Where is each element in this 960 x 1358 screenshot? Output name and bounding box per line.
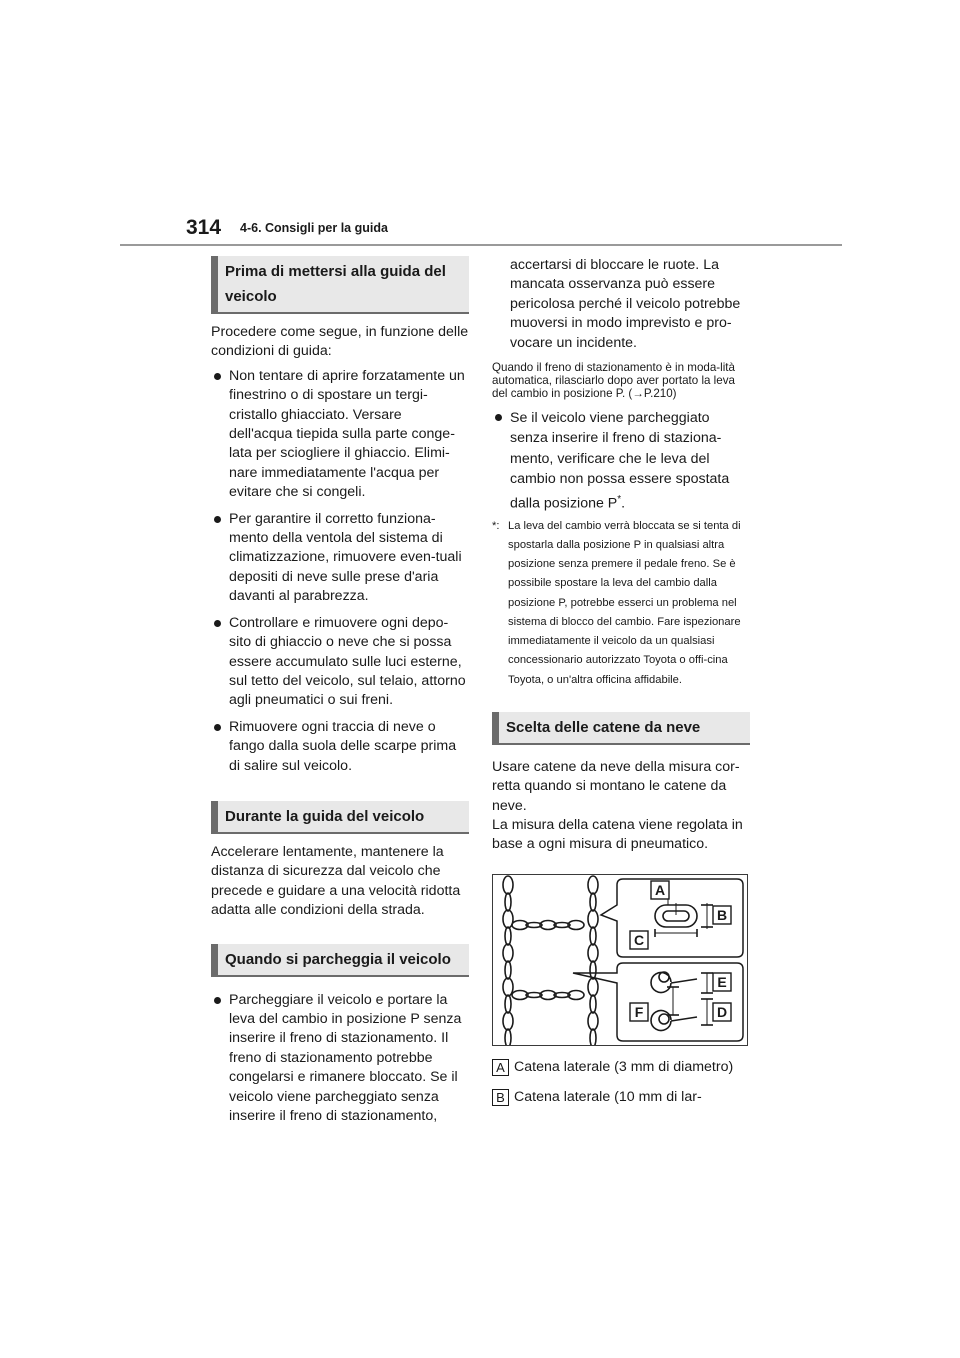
legend-key: B	[492, 1089, 509, 1106]
bullet-text: Se il veicolo viene parcheggiato senza inserire il freno di staziona-mento, verificare che le leva del cambio non possa essere spostata dalla posizione P	[510, 409, 730, 512]
right-vertical-chain	[588, 876, 598, 1045]
snow-chain-illustration	[493, 875, 747, 1045]
label-a: A	[654, 881, 666, 898]
figure-legend	[492, 1058, 750, 1108]
section-heading-parking: Quando si parcheggia il veicolo	[211, 944, 469, 977]
section-text: Usare catene da neve della misura cor-retta quando si montano le catene da neve.	[492, 758, 740, 814]
list-item: Per garantire il corretto funziona-mento della ventola del sistema di climatizzazione, rimuovere even-tuali depositi di neve sulle prese d'aria davanti al parabrezza.	[211, 510, 469, 607]
section-text: Accelerare lentamente, mantenere la distanza di sicurezza dal veicolo che precede e guidare a una velocità ridotta adatta alle condizioni della strada.	[211, 843, 461, 919]
section-text: La misura della catena viene regolata in base a ogni misura di pneumatico.	[492, 816, 743, 853]
list-item: Controllare e rimuovere ogni depo-sito di ghiaccio o neve che si possa essere accumulato sulle luci esterne, sul tetto del veicolo, sul telaio, attorno agli pneumatici o sui freni.	[211, 614, 469, 711]
section-intro: Procedere come segue, in funzione delle condizioni di guida:	[211, 324, 469, 360]
label-f: F	[634, 1003, 644, 1020]
bullet-end: .	[621, 495, 626, 512]
section-heading-while-driving: Durante la guida del veicolo	[211, 801, 469, 834]
label-c: C	[633, 931, 645, 948]
label-b: B	[716, 906, 728, 923]
legend-text: Catena laterale (3 mm di diametro)	[514, 1058, 734, 1075]
legend-item	[492, 1088, 750, 1107]
chapter-title: 4-6. Consigli per la guida	[240, 221, 388, 235]
left-column	[211, 256, 469, 1126]
legend-text: Catena laterale (10 mm di lar-	[514, 1089, 702, 1106]
footnote-ref: *	[617, 493, 622, 505]
legend-item	[492, 1058, 750, 1077]
list-item: Parcheggiare il veicolo e portare la leva del cambio in posizione P senza inserire il freno di stazionamento. Il freno di stazionamento potrebbe congelarsi e rimanere bloccato. Se il veicolo viene parcheggiato senza inserire il freno di stazionamento,	[211, 991, 469, 1127]
header-divider	[120, 244, 842, 246]
upper-cross-chain	[512, 920, 584, 929]
label-d: D	[716, 1003, 728, 1020]
footnote-text: La leva del cambio verrà bloccata se si tenta di spostarla dalla posizione P in qualsiasi altra posizione senza premere il pedale freno. Se è possibile spostare la leva del cambio dalla posizione P, potrebbe esserci un problema nel sistema di blocco del cambio. Fare ispezionare immediatamente il veicolo da un qualsiasi concessionario autorizzato Toyota o offi-cina Toyota, o un'altra officina affidabile.	[508, 519, 741, 686]
footnote	[492, 517, 750, 690]
list-item	[492, 408, 750, 514]
section-heading-before-driving: Prima di mettersi alla guida del veicolo	[211, 256, 469, 314]
label-e: E	[717, 973, 727, 990]
continued-text: accertarsi di bloccare le ruote. La mancata osservanza può essere pericolosa perché il veicolo potrebbe muoversi in modo imprevisto e pro-vocare un incidente.	[510, 257, 741, 351]
hook-upper	[651, 972, 697, 992]
lower-cross-chain	[512, 990, 584, 999]
right-column	[492, 256, 750, 1108]
page-number: 314	[186, 216, 222, 239]
hook-lower	[651, 1010, 697, 1030]
snow-chain-figure	[492, 874, 748, 1046]
section-heading-snow-chains: Scelta delle catene da neve	[492, 712, 750, 745]
footnote-mark: *:	[492, 519, 500, 532]
legend-key: A	[492, 1059, 509, 1076]
list-item: Rimuovere ogni traccia di neve o fango dalla suola delle scarpe prima di salire sul veicolo.	[211, 718, 469, 776]
left-vertical-chain	[503, 876, 513, 1045]
list-item: Non tentare di aprire forzatamente un finestrino o di spostare un tergi-cristallo ghiacciato. Versare dell'acqua tiepida sulla parte conge-lata per sciogliere il ghiaccio. Elimi-nare immediatamente l'acqua per evitare che si congeli.	[211, 367, 469, 503]
note-text: Quando il freno di stazionamento è in moda-lità automatica, rilasciarlo dopo aver portato la leva del cambio in posizione P. (→P.210)	[492, 361, 735, 401]
